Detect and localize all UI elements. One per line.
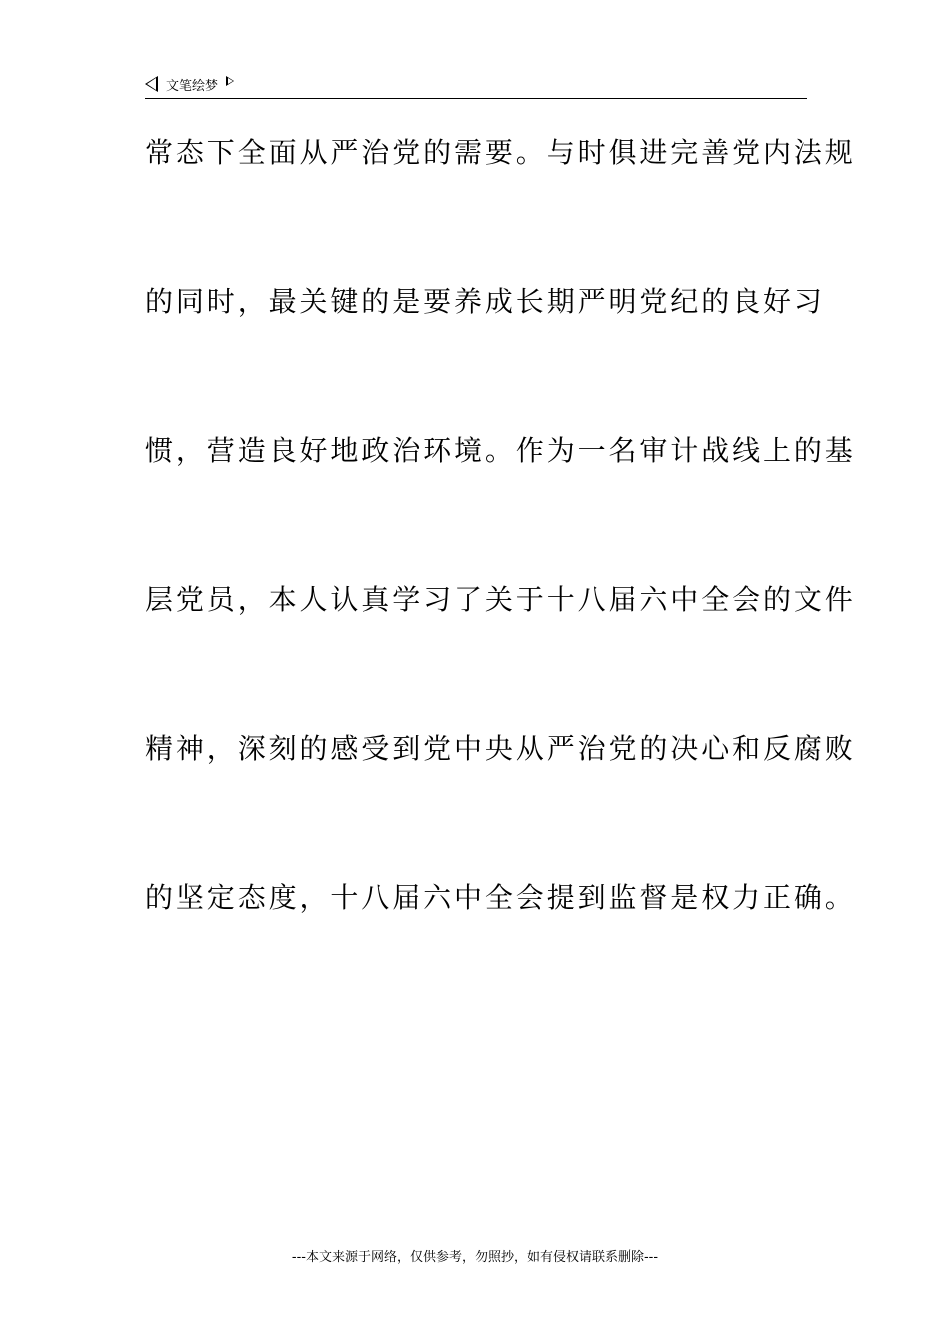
body-line: 的同时，最关键的是要养成长期严明党纪的良好习 (145, 285, 825, 318)
header-content (145, 74, 234, 94)
page-header (145, 74, 807, 99)
body-line: 惯，营造良好地政治环境。作为一名审计战线上的基 (145, 434, 856, 467)
triangle-right-icon (226, 76, 234, 86)
triangle-left-icon (145, 76, 158, 92)
body-line: 的坚定态度，十八届六中全会提到监督是权力正确。 (145, 881, 856, 914)
header-title: 文笔绘梦 (166, 78, 219, 94)
body-line: 常态下全面从严治党的需要。与时俱进完善党内法规 (145, 136, 856, 169)
body-line: 精神，深刻的感受到党中央从严治党的决心和反腐败 (145, 732, 856, 765)
body-line: 层党员，本人认真学习了关于十八届六中全会的文件 (145, 583, 856, 616)
document-body (145, 122, 856, 1016)
page-footer: ---本文来源于网络，仅供参考，勿照抄，如有侵权请联系删除--- (291, 1250, 659, 1265)
